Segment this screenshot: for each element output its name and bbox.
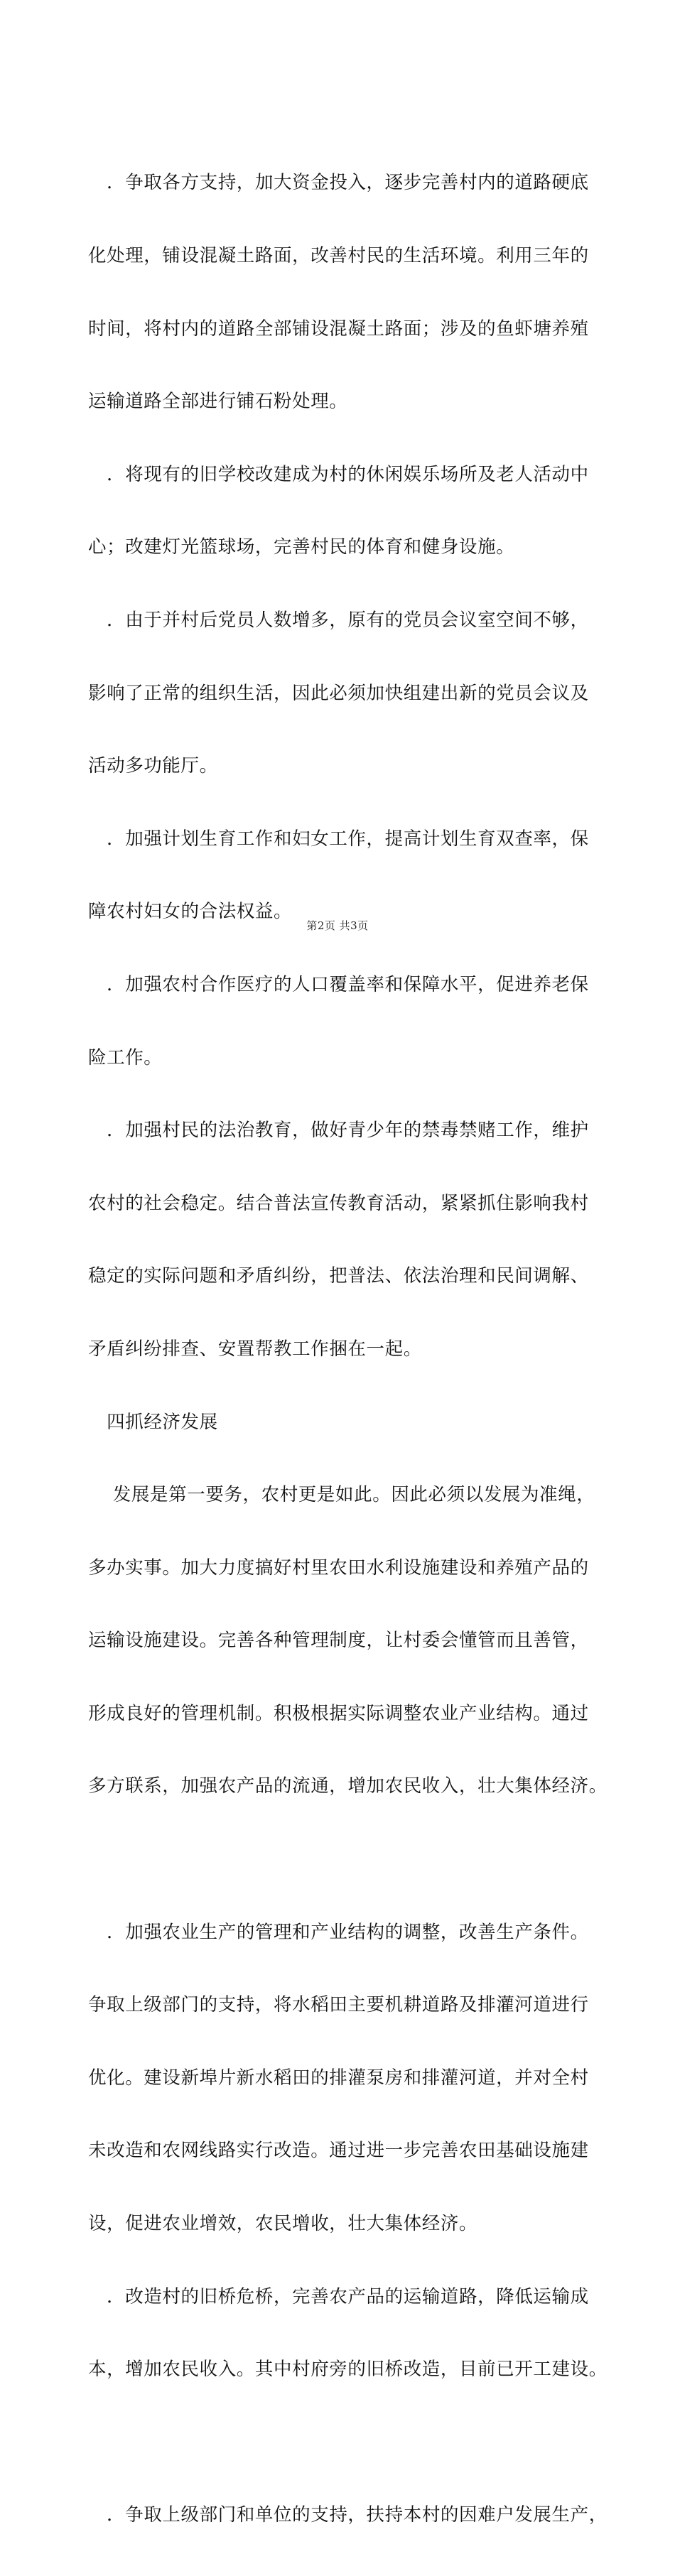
text-line: 矛盾纠纷排查、安置帮教工作捆在一起。 (88, 1338, 422, 1360)
text-line: 化处理，铺设混凝土路面，改善村民的生活环境。利用三年的 (88, 245, 589, 266)
text-line: 多办实事。加大力度搞好村里农田水利设施建设和养殖产品的 (88, 1557, 589, 1579)
text-line: ．改造村的旧桥危桥，完善农产品的运输道路，降低运输成 (88, 2285, 589, 2307)
text-line: ．加强计划生育工作和妇女工作，提高计划生育双查率，保 (88, 828, 589, 850)
text-line: 农村的社会稳定。结合普法宣传教育活动，紧紧抓住影响我村 (88, 1192, 589, 1214)
text-line: 运输设施建设。完善各种管理制度，让村委会懂管而且善管， (88, 1630, 589, 1652)
text-line: ．将现有的旧学校改建成为村的休闲娱乐场所及老人活动中 (88, 463, 589, 485)
text-line: 设，促进农业增效，农民增收，壮大集体经济。 (88, 2213, 478, 2235)
text-line: 发展是第一要务，农村更是如此。因此必须以发展为准绳， (88, 1484, 595, 1506)
text-line: 时间，将村内的道路全部铺设混凝土路面；涉及的鱼虾塘养殖 (88, 318, 589, 340)
text-line: 障农村妇女的合法权益。 (88, 901, 293, 923)
text-line: 多方联系，加强农产品的流通，增加农民收入，壮大集体经济。 (88, 1775, 608, 1797)
text-line: 影响了正常的组织生活，因此必须加快组建出新的党员会议及 (88, 682, 589, 704)
text-line: 险工作。 (88, 1046, 163, 1068)
text-line: 稳定的实际问题和矛盾纠纷，把普法、依法治理和民间调解、 (88, 1265, 589, 1287)
text-line: 活动多功能厅。 (88, 755, 218, 777)
text-line: 运输道路全部进行铺石粉处理。 (88, 391, 348, 413)
blank-line (88, 2430, 600, 2455)
text-line: ．争取各方支持，加大资金投入，逐步完善村内的道路硬底 (88, 172, 589, 194)
document-body (88, 122, 608, 2576)
text-line: ．加强农业生产的管理和产业结构的调整，改善生产条件。 (88, 1921, 589, 1943)
text-line: 争取上级部门的支持，将水稻田主要机耕道路及排灌河道进行 (88, 1994, 589, 2016)
text-line: 形成良好的管理机制。积极根据实际调整农业产业结构。通过 (88, 1702, 589, 1724)
blank-line (88, 1847, 600, 1871)
text-line: 本，增加农民收入。其中村府旁的旧桥改造，目前已开工建设。 (88, 2359, 608, 2381)
text-line: ．争取上级部门和单位的支持，扶持本村的因难户发展生产， (88, 2504, 608, 2526)
text-line: 优化。建设新埠片新水稻田的排灌泵房和排灌河道，并对全村 (88, 2067, 589, 2089)
text-line: ．由于并村后党员人数增多，原有的党员会议室空间不够， (88, 609, 589, 631)
text-line: ．加强村民的法治教育，做好青少年的禁毒禁赌工作，维护 (88, 1120, 589, 1142)
section-heading: 四抓经济发展 (88, 1411, 218, 1433)
page-footer: 第2页 共3页 (306, 919, 369, 932)
text-line: 未改造和农网线路实行改造。通过进一步完善农田基础设施建 (88, 2140, 589, 2162)
text-line: 心；改建灯光篮球场，完善村民的体育和健身设施。 (88, 536, 515, 558)
text-line: ．加强农村合作医疗的人口覆盖率和保障水平，促进养老保 (88, 973, 589, 995)
